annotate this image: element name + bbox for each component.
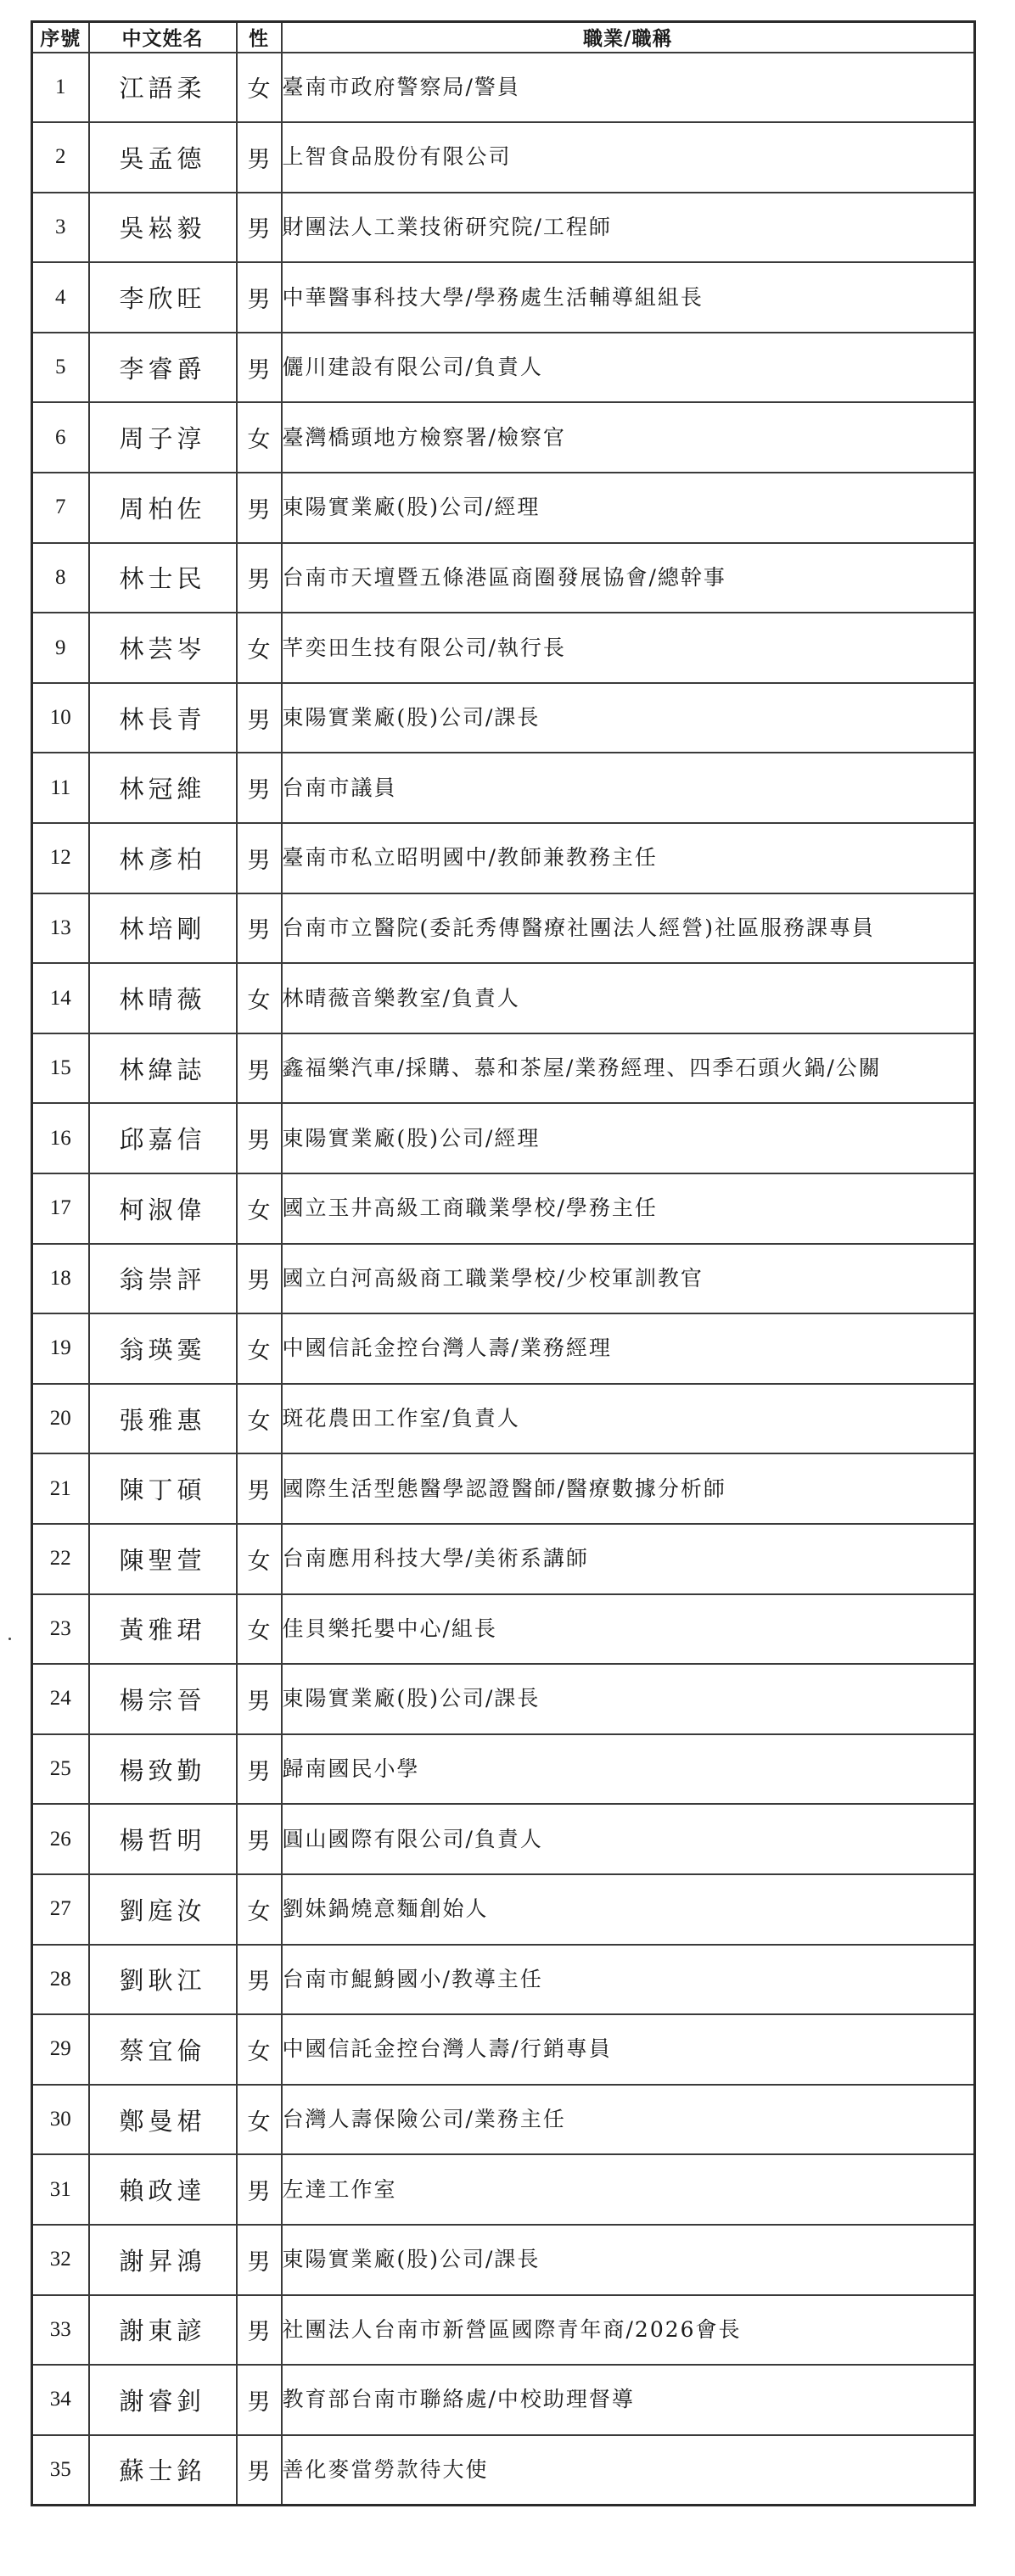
sex-cell: 男 <box>237 2154 282 2225</box>
sex-cell: 男 <box>237 753 282 823</box>
chinese-name-cell: 楊哲明 <box>89 1804 237 1874</box>
sex-cell: 男 <box>237 1804 282 1874</box>
table-row <box>32 473 975 543</box>
serial-number-cell: 31 <box>32 2154 89 2225</box>
chinese-name-cell: 柯淑偉 <box>89 1173 237 1244</box>
chinese-name-cell: 黃雅珺 <box>89 1594 237 1665</box>
sex-cell: 男 <box>237 2225 282 2295</box>
table-row <box>32 1453 975 1524</box>
occupation-title-cell: 東陽實業廠(股)公司/經理 <box>282 1103 975 1173</box>
occupation-title-cell: 臺灣橋頭地方檢察署/檢察官 <box>282 402 975 473</box>
sex-cell: 女 <box>237 1173 282 1244</box>
roster-sheet <box>31 20 973 2506</box>
serial-number-cell: 15 <box>32 1033 89 1104</box>
chinese-name-cell: 翁崇評 <box>89 1244 237 1314</box>
table-row <box>32 613 975 683</box>
occupation-title-cell: 儷川建設有限公司/負責人 <box>282 333 975 403</box>
sex-cell: 男 <box>237 893 282 964</box>
serial-number-cell: 26 <box>32 1804 89 1874</box>
table-row <box>32 333 975 403</box>
table-row <box>32 1874 975 1945</box>
occupation-title-cell: 佳貝樂托嬰中心/組長 <box>282 1594 975 1665</box>
serial-number-cell: 20 <box>32 1384 89 1454</box>
header-chinese-name: 中文姓名 <box>89 22 237 53</box>
chinese-name-cell: 李欣旺 <box>89 262 237 333</box>
sex-cell: 男 <box>237 683 282 753</box>
serial-number-cell: 10 <box>32 683 89 753</box>
chinese-name-cell: 吳崧毅 <box>89 193 237 263</box>
serial-number-cell: 9 <box>32 613 89 683</box>
sex-cell: 男 <box>237 823 282 893</box>
sex-cell: 男 <box>237 262 282 333</box>
sex-cell: 男 <box>237 1453 282 1524</box>
chinese-name-cell: 蘇士銘 <box>89 2435 237 2506</box>
serial-number-cell: 33 <box>32 2295 89 2366</box>
occupation-title-cell: 東陽實業廠(股)公司/課長 <box>282 683 975 753</box>
serial-number-cell: 2 <box>32 122 89 193</box>
serial-number-cell: 6 <box>32 402 89 473</box>
chinese-name-cell: 周子淳 <box>89 402 237 473</box>
table-row <box>32 1804 975 1874</box>
sex-cell: 男 <box>237 543 282 613</box>
table-row <box>32 753 975 823</box>
table-row <box>32 963 975 1033</box>
occupation-title-cell: 台南市議員 <box>282 753 975 823</box>
table-row <box>32 1524 975 1594</box>
chinese-name-cell: 謝睿釗 <box>89 2365 237 2435</box>
serial-number-cell: 13 <box>32 893 89 964</box>
table-row <box>32 1664 975 1734</box>
serial-number-cell: 16 <box>32 1103 89 1173</box>
serial-number-cell: 32 <box>32 2225 89 2295</box>
serial-number-cell: 23 <box>32 1594 89 1665</box>
occupation-title-cell: 社團法人台南市新營區國際青年商/2026會長 <box>282 2295 975 2366</box>
serial-number-cell: 4 <box>32 262 89 333</box>
serial-number-cell: 7 <box>32 473 89 543</box>
chinese-name-cell: 邱嘉信 <box>89 1103 237 1173</box>
serial-number-cell: 11 <box>32 753 89 823</box>
table-row <box>32 193 975 263</box>
occupation-title-cell: 臺南市私立昭明國中/教師兼教務主任 <box>282 823 975 893</box>
chinese-name-cell: 鄭曼桾 <box>89 2085 237 2155</box>
occupation-title-cell: 國立玉井高級工商職業學校/學務主任 <box>282 1173 975 1244</box>
occupation-title-cell: 財團法人工業技術研究院/工程師 <box>282 193 975 263</box>
table-row <box>32 2295 975 2366</box>
sex-cell: 女 <box>237 53 282 123</box>
sex-cell: 男 <box>237 122 282 193</box>
sex-cell: 男 <box>237 1945 282 2015</box>
chinese-name-cell: 劉耿江 <box>89 1945 237 2015</box>
sex-cell: 女 <box>237 1384 282 1454</box>
occupation-title-cell: 左達工作室 <box>282 2154 975 2225</box>
chinese-name-cell: 謝東諺 <box>89 2295 237 2366</box>
scan-speck <box>8 1638 11 1640</box>
table-row <box>32 1734 975 1805</box>
table-header <box>32 22 975 53</box>
sex-cell: 女 <box>237 1874 282 1945</box>
header-row <box>32 22 975 53</box>
serial-number-cell: 21 <box>32 1453 89 1524</box>
table-row <box>32 543 975 613</box>
table-row <box>32 2014 975 2085</box>
table-row <box>32 1244 975 1314</box>
header-serial-number: 序號 <box>32 22 89 53</box>
occupation-title-cell: 中國信託金控台灣人壽/行銷專員 <box>282 2014 975 2085</box>
occupation-title-cell: 東陽實業廠(股)公司/課長 <box>282 2225 975 2295</box>
serial-number-cell: 12 <box>32 823 89 893</box>
table-row <box>32 1033 975 1104</box>
table-row <box>32 1945 975 2015</box>
table-row <box>32 262 975 333</box>
header-sex: 性 <box>237 22 282 53</box>
table-row <box>32 2154 975 2225</box>
occupation-title-cell: 上智食品股份有限公司 <box>282 122 975 193</box>
chinese-name-cell: 陳聖萱 <box>89 1524 237 1594</box>
serial-number-cell: 28 <box>32 1945 89 2015</box>
table-row <box>32 2365 975 2435</box>
serial-number-cell: 24 <box>32 1664 89 1734</box>
sex-cell: 男 <box>237 1734 282 1805</box>
occupation-title-cell: 台南市鯤鯓國小/教導主任 <box>282 1945 975 2015</box>
serial-number-cell: 25 <box>32 1734 89 1805</box>
chinese-name-cell: 林冠維 <box>89 753 237 823</box>
occupation-title-cell: 圓山國際有限公司/負責人 <box>282 1804 975 1874</box>
table-row <box>32 1594 975 1665</box>
chinese-name-cell: 林緯誌 <box>89 1033 237 1104</box>
chinese-name-cell: 翁瑛霙 <box>89 1313 237 1384</box>
table-row <box>32 683 975 753</box>
sex-cell: 女 <box>237 1524 282 1594</box>
chinese-name-cell: 林芸岑 <box>89 613 237 683</box>
sex-cell: 男 <box>237 1033 282 1104</box>
serial-number-cell: 22 <box>32 1524 89 1594</box>
occupation-title-cell: 國際生活型態醫學認證醫師/醫療數據分析師 <box>282 1453 975 1524</box>
table-row <box>32 402 975 473</box>
sex-cell: 女 <box>237 1313 282 1384</box>
serial-number-cell: 34 <box>32 2365 89 2435</box>
serial-number-cell: 18 <box>32 1244 89 1314</box>
chinese-name-cell: 陳丁碩 <box>89 1453 237 1524</box>
sex-cell: 男 <box>237 2435 282 2506</box>
table-row <box>32 122 975 193</box>
chinese-name-cell: 劉庭汝 <box>89 1874 237 1945</box>
sex-cell: 男 <box>237 2295 282 2366</box>
sex-cell: 男 <box>237 1244 282 1314</box>
chinese-name-cell: 吳孟德 <box>89 122 237 193</box>
serial-number-cell: 29 <box>32 2014 89 2085</box>
sex-cell: 男 <box>237 1103 282 1173</box>
chinese-name-cell: 林培剛 <box>89 893 237 964</box>
table-row <box>32 53 975 123</box>
chinese-name-cell: 林彥柏 <box>89 823 237 893</box>
table-row <box>32 2225 975 2295</box>
serial-number-cell: 3 <box>32 193 89 263</box>
table-row <box>32 1173 975 1244</box>
chinese-name-cell: 江語柔 <box>89 53 237 123</box>
table-row <box>32 823 975 893</box>
occupation-title-cell: 教育部台南市聯絡處/中校助理督導 <box>282 2365 975 2435</box>
sex-cell: 男 <box>237 473 282 543</box>
occupation-title-cell: 中華醫事科技大學/學務處生活輔導組組長 <box>282 262 975 333</box>
serial-number-cell: 35 <box>32 2435 89 2506</box>
chinese-name-cell: 張雅惠 <box>89 1384 237 1454</box>
header-occupation-title: 職業/職稱 <box>282 22 975 53</box>
table-row <box>32 1384 975 1454</box>
occupation-title-cell: 東陽實業廠(股)公司/課長 <box>282 1664 975 1734</box>
sex-cell: 女 <box>237 402 282 473</box>
sex-cell: 女 <box>237 2085 282 2155</box>
chinese-name-cell: 林長青 <box>89 683 237 753</box>
occupation-title-cell: 國立白河高級商工職業學校/少校軍訓教官 <box>282 1244 975 1314</box>
occupation-title-cell: 鑫福樂汽車/採購、慕和茶屋/業務經理、四季石頭火鍋/公關 <box>282 1033 975 1104</box>
serial-number-cell: 27 <box>32 1874 89 1945</box>
sex-cell: 男 <box>237 1664 282 1734</box>
occupation-title-cell: 善化麥當勞款待大使 <box>282 2435 975 2506</box>
occupation-title-cell: 臺南市政府警察局/警員 <box>282 53 975 123</box>
table-row <box>32 1313 975 1384</box>
table-row <box>32 2085 975 2155</box>
table-row <box>32 1103 975 1173</box>
occupation-title-cell: 台南應用科技大學/美術系講師 <box>282 1524 975 1594</box>
occupation-title-cell: 中國信託金控台灣人壽/業務經理 <box>282 1313 975 1384</box>
occupation-title-cell: 台南市天壇暨五條港區商圈發展協會/總幹事 <box>282 543 975 613</box>
occupation-title-cell: 芊奕田生技有限公司/執行長 <box>282 613 975 683</box>
occupation-title-cell: 林晴薇音樂教室/負責人 <box>282 963 975 1033</box>
chinese-name-cell: 周柏佐 <box>89 473 237 543</box>
chinese-name-cell: 楊宗晉 <box>89 1664 237 1734</box>
occupation-title-cell: 斑花農田工作室/負責人 <box>282 1384 975 1454</box>
table-row <box>32 2435 975 2506</box>
serial-number-cell: 5 <box>32 333 89 403</box>
sex-cell: 男 <box>237 333 282 403</box>
sex-cell: 女 <box>237 2014 282 2085</box>
occupation-title-cell: 東陽實業廠(股)公司/經理 <box>282 473 975 543</box>
sex-cell: 男 <box>237 193 282 263</box>
occupation-title-cell: 台灣人壽保險公司/業務主任 <box>282 2085 975 2155</box>
chinese-name-cell: 賴政達 <box>89 2154 237 2225</box>
table-row <box>32 893 975 964</box>
occupation-title-cell: 歸南國民小學 <box>282 1734 975 1805</box>
member-roster-table <box>31 20 976 2506</box>
chinese-name-cell: 林士民 <box>89 543 237 613</box>
serial-number-cell: 1 <box>32 53 89 123</box>
sex-cell: 女 <box>237 963 282 1033</box>
chinese-name-cell: 楊致勤 <box>89 1734 237 1805</box>
chinese-name-cell: 林晴薇 <box>89 963 237 1033</box>
sex-cell: 女 <box>237 1594 282 1665</box>
chinese-name-cell: 謝昇鴻 <box>89 2225 237 2295</box>
serial-number-cell: 30 <box>32 2085 89 2155</box>
occupation-title-cell: 劉妹鍋燒意麵創始人 <box>282 1874 975 1945</box>
sex-cell: 女 <box>237 613 282 683</box>
serial-number-cell: 17 <box>32 1173 89 1244</box>
sex-cell: 男 <box>237 2365 282 2435</box>
occupation-title-cell: 台南市立醫院(委託秀傳醫療社團法人經營)社區服務課專員 <box>282 893 975 964</box>
chinese-name-cell: 李睿爵 <box>89 333 237 403</box>
serial-number-cell: 19 <box>32 1313 89 1384</box>
serial-number-cell: 8 <box>32 543 89 613</box>
serial-number-cell: 14 <box>32 963 89 1033</box>
table-body <box>32 53 975 2506</box>
chinese-name-cell: 蔡宜倫 <box>89 2014 237 2085</box>
